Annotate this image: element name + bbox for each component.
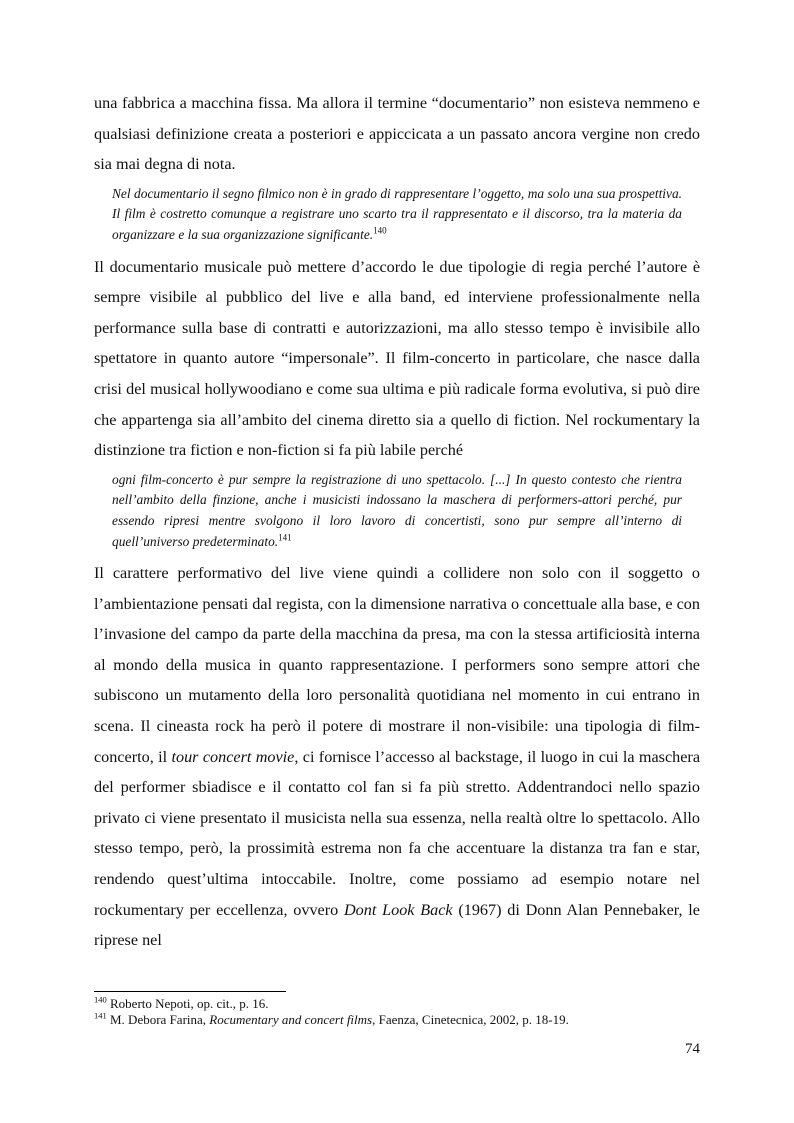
footnote-text: Roberto Nepoti, op. cit., p. 16.: [106, 996, 269, 1011]
block-quote-2: [112, 470, 682, 552]
footnote-separator: [94, 991, 286, 992]
footnote-140: [94, 996, 700, 1012]
block-quote-1-text: Nel documentario il segno filmico non è in grado di rappresentare l’oggetto, ma solo una sua prospettiva. Il film è costretto comunque a registrare uno scarto tra il rappresentato e il discorso, tra la materia da organizzare e la sua organizzazione significante.: [112, 185, 682, 242]
book-title: Rocumentary and concert films: [209, 1012, 373, 1027]
film-title: Dont Look Back: [343, 900, 453, 919]
footnote-text-end: , Faenza, Cinetecnica, 2002, p. 18-19.: [372, 1012, 569, 1027]
paragraph-3-part-b: , ci fornisce l’accesso al backstage, il luogo in cui la maschera del performer sbiadisce e il contatto col fan si fa più stretto. Addentrandoci nello spazio privato ci viene presentato il musicista nella sua essenza, nella realtà oltre lo spettacolo. Allo stesso tempo, però, la prossimità estrema non fa che accentuare la distanza tra fan e star, rendendo quest’ultima intoccabile. Inoltre, come possiamo ad esempio notare nel rockumentary per eccellenza, ovvero: [94, 747, 701, 919]
footnote-ref-140[interactable]: 140: [373, 225, 387, 236]
paragraph-3-part-c: (1967) di Donn Alan Pennebaker, le riprese nel: [94, 900, 700, 950]
footnote-mark: 140: [94, 994, 107, 1005]
paragraph-1: una fabbrica a macchina fissa. Ma allora il termine “documentario” non esisteva nemmeno e qualsiasi definizione creata a posteriori e appiccicata a un passato ancora vergine non credo sia mai degna di nota.: [94, 94, 700, 174]
footnote-text: M. Debora Farina,: [106, 1012, 210, 1027]
block-quote-2-text: ogni film-concerto è pur sempre la registrazione di uno spettacolo. [...] In questo contesto che rientra nell’ambito della finzione, anche i musicisti indossano la maschera di performers-attori perché, pur essendo ripresi mentre svolgono il loro lavoro di concertisti, sono pur sempre all’interno di quell’universo predeterminato.: [112, 471, 682, 549]
paragraph-3: [94, 558, 700, 956]
film-type-title: tour concert movie: [171, 747, 295, 766]
page-body: [94, 88, 700, 956]
footnote-mark: 141: [94, 1010, 107, 1021]
footnote-ref-141[interactable]: 141: [278, 532, 292, 543]
page-number: 74: [685, 1041, 700, 1057]
block-quote-1: [112, 184, 682, 246]
footnotes: [94, 996, 700, 1028]
paragraph-2: Il documentario musicale può mettere d’accordo le due tipologie di regia perché l’autore è sempre visibile al pubblico del live e alla band, ed interviene professionalmente nella performance sulla base di contratti e autorizzazioni, ma allo stesso tempo è invisibile allo spettatore in quanto autore “impersonale”. Il film-concerto in particolare, che nasce dalla crisi del musical hollywoodiano e come sua ultima e più radicale forma evolutiva, si può dire che appartenga sia all’ambito del cinema diretto sia a quello di fiction. Nel rockumentary la distinzione tra fiction e non-fiction si fa più labile perché: [94, 257, 700, 460]
footnote-141: [94, 1012, 700, 1028]
paragraph-3-part-a: Il carattere performativo del live viene quindi a collidere non solo con il soggetto o l’ambientazione pensati dal regista, con la dimensione narrativa o concettuale alla base, e con l’invasione del campo da parte della macchina da presa, ma con la stessa artificiosità interna al mondo della musica in quanto rappresentazione. I performers sono sempre attori che subiscono un mutamento della loro personalità quotidiana nel momento in cui entrano in scena. Il cineasta rock ha però il potere di mostrare il non-visibile: una tipologia di film-concerto, il: [94, 564, 700, 766]
